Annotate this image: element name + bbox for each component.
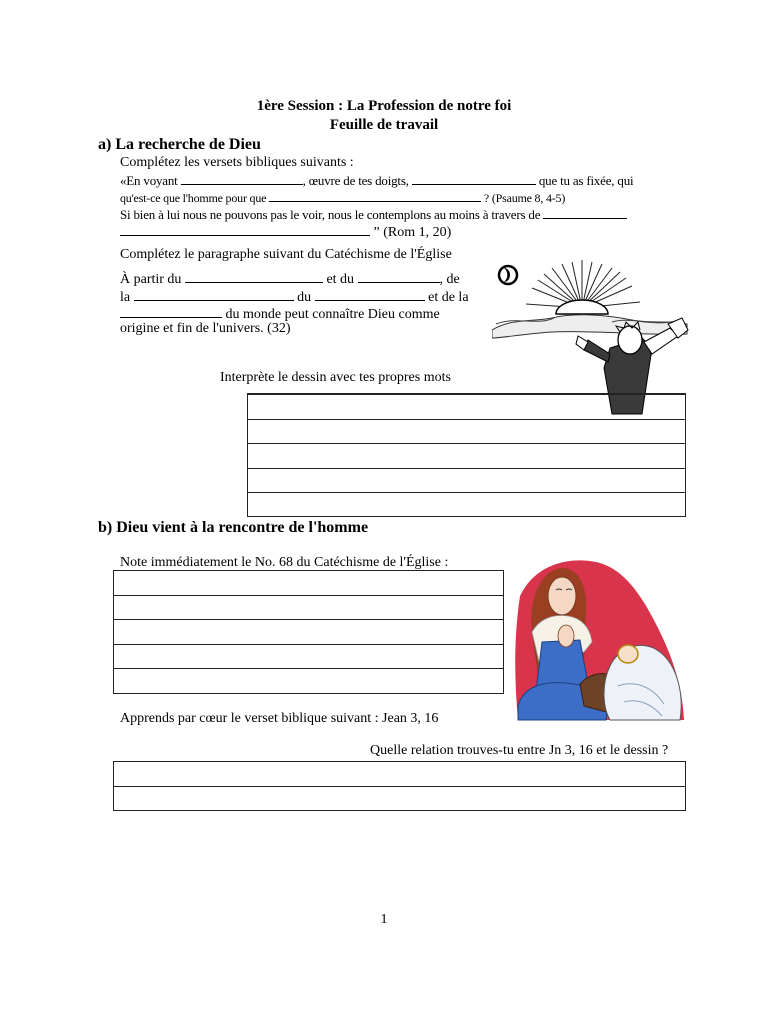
paragraph-line1 xyxy=(120,270,460,288)
answer-line[interactable] xyxy=(114,669,503,694)
answer-line[interactable] xyxy=(114,645,503,670)
paragraph-line2 xyxy=(120,288,469,306)
note-prompt: Note immédiatement le No. 68 du Catéchisme de l'Église : xyxy=(120,555,449,570)
paragraph-line4: origine et fin de l'univers. (32) xyxy=(120,321,291,336)
fill-blank[interactable] xyxy=(120,223,370,236)
relation-prompt: Quelle relation trouves-tu entre Jn 3, 16 et le dessin ? xyxy=(370,743,669,758)
verse-psalm-line1 xyxy=(120,172,633,189)
nativity-illustration xyxy=(514,556,686,726)
paragraph-text: À partir du xyxy=(120,272,182,287)
learn-prompt: Apprends par cœur le verset biblique suivant : Jean 3, 16 xyxy=(120,711,439,726)
answer-line[interactable] xyxy=(114,571,503,596)
section-a-heading: a) La recherche de Dieu xyxy=(98,136,261,153)
answer-line[interactable] xyxy=(248,444,685,469)
page-number: 1 xyxy=(380,912,388,927)
verse-text: ? (Psaume 8, 4-5) xyxy=(483,191,566,205)
verse-text: , œuvre de tes doigts, xyxy=(302,173,409,188)
answer-line[interactable] xyxy=(248,420,685,445)
fill-blank[interactable] xyxy=(120,305,222,318)
drawing-prompt: Interprète le dessin avec tes propres mots xyxy=(220,370,451,385)
answer-grid-drawing[interactable] xyxy=(247,393,686,517)
answer-line[interactable] xyxy=(114,787,685,812)
fill-blank[interactable] xyxy=(412,172,536,185)
answer-grid-relation[interactable] xyxy=(113,761,686,811)
section-b-heading: b) Dieu vient à la rencontre de l'homme xyxy=(98,519,369,536)
paragraph-text: du xyxy=(297,290,312,305)
worksheet-title: 1ère Session : La Profession de notre foi xyxy=(256,98,512,114)
paragraph-text: et de la xyxy=(428,290,469,305)
answer-line[interactable] xyxy=(248,395,685,420)
paragraph-text: , de xyxy=(439,272,460,287)
answer-line[interactable] xyxy=(248,469,685,494)
verse-psalm-line2 xyxy=(120,189,565,206)
fill-blank[interactable] xyxy=(181,172,303,185)
answer-line[interactable] xyxy=(248,493,685,518)
paragraph-text: du monde peut connaître Dieu comme xyxy=(225,307,440,322)
fill-blank[interactable] xyxy=(134,288,294,301)
answer-line[interactable] xyxy=(114,596,503,621)
verse-text: «En voyant xyxy=(120,173,178,188)
worksheet-subtitle: Feuille de travail xyxy=(329,117,439,133)
catechism-instruction: Complétez le paragraphe suivant du Catéchisme de l'Église xyxy=(120,247,452,262)
verse-text: qu'est-ce que l'homme pour que xyxy=(120,191,267,205)
answer-grid-catechism[interactable] xyxy=(113,570,504,694)
verses-instruction: Complétez les versets bibliques suivants : xyxy=(120,155,354,170)
verse-rom-line2 xyxy=(120,223,451,241)
answer-line[interactable] xyxy=(114,620,503,645)
verse-text: Si bien à lui nous ne pouvons pas le voir, nous le contemplons au moins à travers de xyxy=(120,207,541,222)
fill-blank[interactable] xyxy=(358,270,440,283)
paragraph-text: et du xyxy=(326,272,355,287)
verse-text: que tu as fixée, qui xyxy=(538,173,634,188)
verse-text: ” (Rom 1, 20) xyxy=(373,225,452,240)
fill-blank[interactable] xyxy=(315,288,425,301)
verse-rom-line1 xyxy=(120,206,627,223)
fill-blank[interactable] xyxy=(269,189,481,202)
paragraph-text: la xyxy=(120,290,131,305)
fill-blank[interactable] xyxy=(543,206,627,219)
answer-line[interactable] xyxy=(114,762,685,787)
fill-blank[interactable] xyxy=(185,270,323,283)
